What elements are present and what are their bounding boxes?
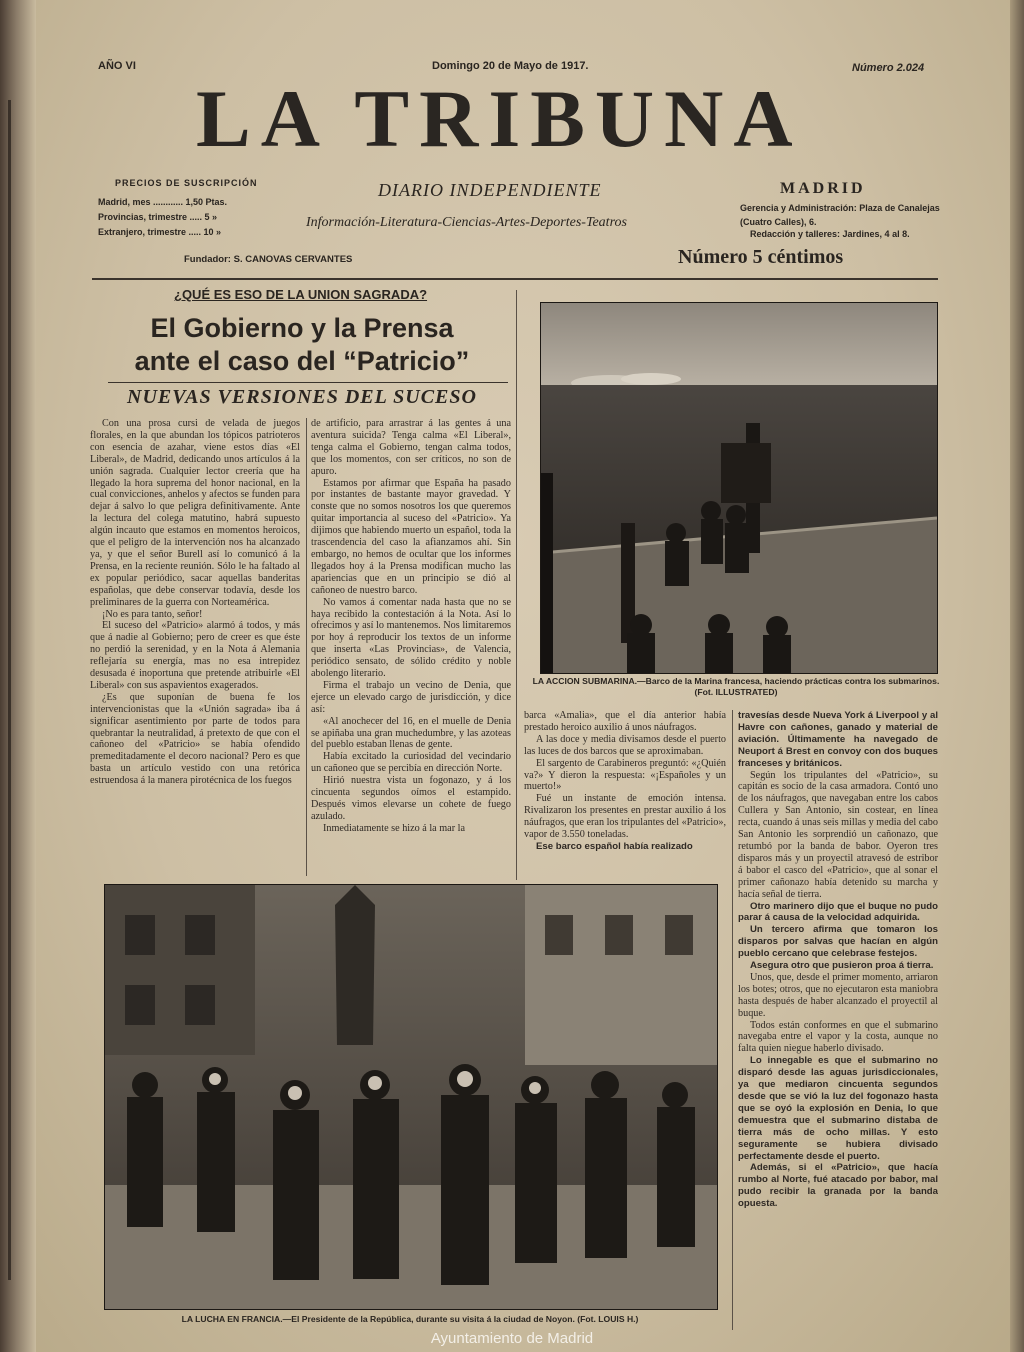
paragraph: El sargento de Carabineros preguntó: «¿Quién va?» Y dieron la respuesta: «¡Españoles y un muerto!»	[524, 757, 726, 793]
headline-line: El Gobierno y la Prensa	[150, 313, 454, 343]
date-label: Domingo 20 de Mayo de 1917.	[432, 60, 589, 72]
paragraph: Inmediatamente se hizo á la mar la	[323, 822, 465, 834]
paragraph: A las doce y media divisamos desde el puerto las luces de dos barcos que se aproximaban.	[524, 733, 726, 757]
paragraph: El suceso del «Patricio» alarmó á todos, y más que á nadie al Gobierno; pero de creer es que éste no perdió la serenidad, y en la Nota á Alemania reflejaría su energía, mas no esa intrepidez desusada é inoportuna que pretende atribuirle «El Liberal» con sus aspavientos exagerados.	[90, 620, 300, 691]
crowd-illustration	[105, 885, 717, 1309]
tagline: DIARIO INDEPENDIENTE	[378, 180, 602, 200]
paragraph: Asegura otro que pusieron proa á tierra.	[750, 960, 934, 972]
column-divider	[732, 710, 733, 1330]
paragraph: Según los tripulantes del «Patricio», su capitán es socio de la casa armadora. Contó uno de los náufragos, que navegaban entre los cabos Cullera y San Antonio, sin costear, en línea recta, cuando á unas seis millas y media del cabo San Antonio les sorprendió un cañonazo, que retumbó por la banda de babor. Oyeron tres disparos más y un proyectil atravesó de estribor á babor el casco del «Patricio», que al sonar el primer cañonazo había detenido su marcha y hacía señal de tierra.	[738, 769, 938, 900]
address-editorial: Redacción y talleres: Jardines, 4 al 8.	[750, 229, 910, 239]
paragraph: Con una prosa cursi de velada de juegos florales, en la que abundan los tópicos patrioteros con esencia de azahar, viene estos días «El Liberal», de Madrid, dedicando unos artículos á la unión sagrada. Cualquier lector creería que ha llegado la hora suprema del honor nacional, en la cual convicciones, anhelos y afectos se funden para dejar á salvo lo que peligra definitivamente. Ante la lectura del colega matutino, habrá supuesto algún incauto que estamos en momentos heroicos, que el peligro de la intervención nos ha alcanzado ya, y que el señor Burell así lo comunicó á la Prensa, en la reciente reunión. Sólo le ha faltado al ex popular periódico, sacar aquellas banderitas españolas, que debe conservar todavía, desde los preliminares de la guerra con Norteamérica.	[90, 418, 300, 608]
newspaper-title: LA TRIBUNA	[196, 73, 803, 164]
address-admin: Gerencia y Administración: Plaza de Canalejas (Cuatro Calles), 6.	[740, 203, 940, 227]
headline-line: ante el caso del “Patricio”	[134, 346, 470, 376]
warship-caption: LA ACCION SUBMARINA.—Barco de la Marina francesa, haciendo prácticas contra los submarinos. (Fot. ILLUSTRATED)	[532, 676, 940, 697]
city-label: MADRID	[780, 180, 866, 197]
article-column-2	[311, 418, 511, 878]
adjacent-page-edge	[0, 0, 36, 1352]
paragraph: de artificio, para arrastrar á las gentes á una aventura suicida? Tenga calma «El Liberal», tenga calma el Gobierno, tengan calma todos, que los momentos, con ser críticos, no son de apuro.	[311, 418, 511, 477]
paragraph: Otro marinero dijo que el buque no pudo parar á causa de la velocidad adquirida.	[738, 900, 938, 924]
paragraph: Unos, que, desde el primer momento, arriaron los botes; otros, que no ejecutaron esta maniobra hasta después de haber alcanzado el proyectil al buque.	[738, 971, 938, 1019]
paragraph: Estamos por afirmar que España ha pasado por instantes de bastante mayor gravedad. Y conste que no somos nosotros los que queremos quitar importancia al suceso del «Patricio». Ya dijimos que habiendo muerto un español, toda la trascendencia del caso la afianzamos ahí. Sin embargo, no hemos de ocultar que los informes llegados hoy á la Prensa modifican mucho las apariencias que en un principio se dió al cañoneo de nuestro barco.	[311, 477, 511, 596]
article-column-3	[524, 710, 726, 878]
issue-number: Número 2.024	[852, 62, 925, 74]
founder-label: Fundador: S. CANOVAS CERVANTES	[184, 254, 353, 265]
paragraph: Había excitado la curiosidad del vecindario un cañoneo que se percibía en dirección Norte.	[311, 751, 511, 775]
paragraph: Firma el trabajo un vecino de Denia, que ejerce un elevado cargo de jurisdicción, y dice así:	[311, 679, 511, 715]
article-headline	[92, 312, 512, 378]
article-deck: NUEVAS VERSIONES DEL SUCESO	[127, 386, 477, 408]
article-column-1	[90, 418, 300, 878]
column-divider	[306, 418, 307, 876]
page-edge-right	[1010, 0, 1024, 1352]
paragraph: ¡No es para tanto, señor!	[102, 608, 203, 620]
subscription-row: Madrid, mes ............ 1,50 Ptas.	[98, 197, 228, 207]
warship-photo	[540, 302, 938, 674]
archive-watermark: Ayuntamiento de Madrid	[430, 1330, 594, 1347]
subscription-heading: PRECIOS DE SUSCRIPCIÓN	[115, 178, 258, 188]
paragraph: «Al anochecer del 16, en el muelle de Denia se apiñaba una gran muchedumbre, y las azoteas del pueblo estaban llenas de gente.	[311, 715, 511, 751]
paragraph: Lo innegable es que el submarino no disparó desde las aguas jurisdiccionales, ya que mediaron cincuenta segundos desde que se vió la luz del fogonazo hasta que se oyó la explosión en Denia, lo que demuestra que el submarino distaba de tierra más de ocho millas. Y esto seguramente se hubiera divisado perfectamente desde el puerto.	[738, 1055, 938, 1162]
paragraph: ¿Es que suponían de buena fe los intervencionistas que la «Unión sagrada» iba á significar asentimiento por parte de todos para quebrantar la neutralidad, á pretexto de que con el cañoneo del «Patricio» se había ofendido premeditadamente el decoro nacional? Pero es que basta un artículo vestido con una retórica estruendosa á la manera pirotécnica de los fuegos	[90, 691, 300, 787]
crowd-caption: LA LUCHA EN FRANCIA.—El Presidente de la República, durante su visita á la ciudad de Noyon. (Fot. LOUIS H.)	[181, 1314, 639, 1324]
masthead-rule	[92, 278, 938, 280]
column-divider	[516, 290, 517, 880]
paragraph: Fué un instante de emoción intensa. Rivalizaron los presentes en prestar auxilio á los náufragos, que eran los tripulantes del «Patricio», vapor de 3.550 toneladas.	[524, 793, 726, 841]
warship-illustration	[541, 303, 937, 673]
paragraph: Ese barco español había realizado	[536, 840, 693, 852]
paragraph: travesías desde Nueva York á Liverpool y al Havre con cañones, ganado y material de aviación. Últimamente ha navegado de Neuport á Brest en convoy con dos buques franceses y británicos.	[738, 710, 938, 769]
paragraph: No vamos á comentar nada hasta que no se haya recibido la contestación á la Nota. Así lo ofrecimos y así lo mantenemos. Nos limitaremos por hoy á reproducir los textos de un informe que inserta «Las Provincias», de Valencia, periódico sensato, de sólido crédito y noble abolengo literario.	[311, 596, 511, 680]
price-label: Número 5 céntimos	[678, 246, 844, 268]
sections-subtitle: Información-Literatura-Ciencias-Artes-Deportes-Teatros	[306, 215, 627, 230]
paragraph: Todos están conformes en que el submarino navegaba entre el vapor y la costa, aunque no falta quien niegue haberlo divisado.	[738, 1019, 938, 1055]
crowd-photo	[104, 884, 718, 1310]
subscription-row: Extranjero, trimestre ..... 10 »	[98, 227, 222, 237]
headline-rule	[108, 382, 508, 383]
paragraph: Además, si el «Patricio», que hacía rumbo al Norte, fué atacado por babor, mal pudo recibir la granada por la banda opuesta.	[738, 1162, 938, 1210]
paragraph: Un tercero afirma que tomaron los disparos por salvas que hacían en algún pueblo cercano que celebrase festejos.	[738, 924, 938, 960]
paragraph: barca «Amalia», que el día anterior había prestado heroico auxilio á unos náufragos.	[524, 710, 726, 733]
subscription-row: Provincias, trimestre ..... 5 »	[98, 212, 218, 222]
paragraph: Hirió nuestra vista un fogonazo, y á los cincuenta segundos oímos el estampido. Después vimos elevarse un cohete de fuego azulado.	[311, 775, 511, 822]
article-kicker: ¿QUÉ ES ESO DE LA UNION SAGRADA?	[174, 287, 428, 302]
article-column-4	[738, 710, 938, 1335]
year-label: AÑO VI	[98, 60, 136, 72]
